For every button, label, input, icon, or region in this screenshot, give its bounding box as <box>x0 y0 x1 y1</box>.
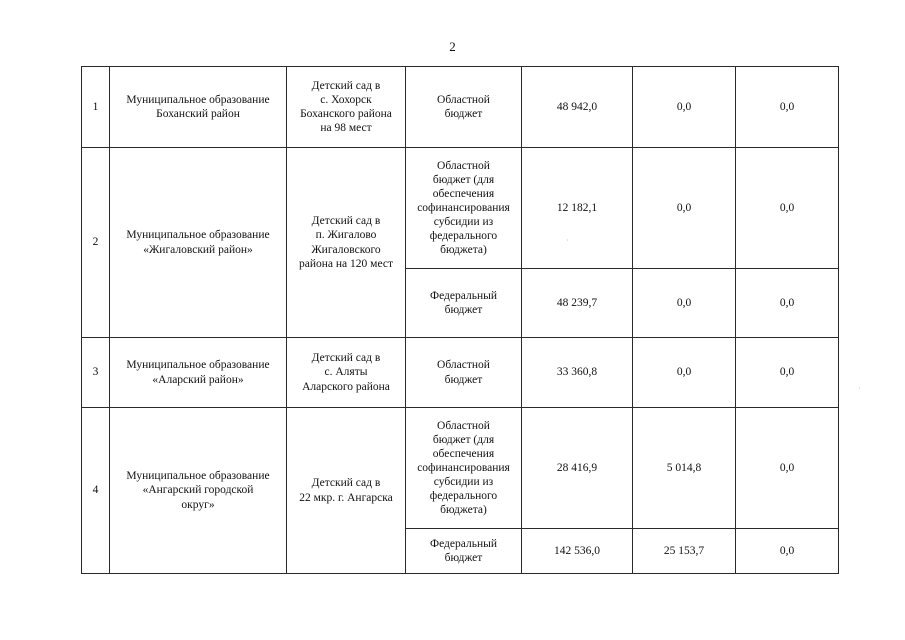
amount-3-cell: 0,0 <box>736 338 839 408</box>
amount-3-cell: 0,0 <box>736 529 839 574</box>
amount-3-cell: 0,0 <box>736 67 839 148</box>
amount-3-cell: 0,0 <box>736 408 839 529</box>
object-cell: Детский сад в с. Хохорск Боханского района на 98 мест <box>287 67 406 148</box>
funding-source-cell: Федеральный бюджет <box>406 529 522 574</box>
row-number: 4 <box>82 408 110 574</box>
page-number: 2 <box>449 39 456 54</box>
amount-2-cell: 25 153,7 <box>633 529 736 574</box>
table-row <box>82 338 839 408</box>
amount-2-cell: 0,0 <box>633 269 736 338</box>
amount-1-cell: 33 360,8 <box>522 338 633 408</box>
table-row <box>82 67 839 148</box>
funding-source-cell: Областной бюджет <box>406 338 522 408</box>
row-number: 2 <box>82 148 110 338</box>
municipality-cell: Муниципальное образование Боханский район <box>110 67 287 148</box>
funding-source-cell: Областной бюджет <box>406 67 522 148</box>
amount-3-cell: 0,0 <box>736 148 839 269</box>
amount-3-cell: 0,0 <box>736 269 839 338</box>
funding-source-cell: Федеральный бюджет <box>406 269 522 338</box>
amount-1-cell: 28 416,9 <box>522 408 633 529</box>
table-row <box>82 148 839 269</box>
amount-2-cell: 0,0 <box>633 67 736 148</box>
funding-source-cell: Областной бюджет (для обеспечения софинансирования субсидии из федерального бюджета) <box>406 148 522 269</box>
table-row <box>82 408 839 529</box>
table-body <box>82 67 839 574</box>
amount-1-cell: 142 536,0 <box>522 529 633 574</box>
object-cell: Детский сад в п. Жигалово Жигаловского района на 120 мест <box>287 148 406 338</box>
amount-1-cell: 48 942,0 <box>522 67 633 148</box>
object-cell: Детский сад в с. Аляты Аларского района <box>287 338 406 408</box>
scan-speck: · <box>566 236 569 245</box>
funding-source-cell: Областной бюджет (для обеспечения софинансирования субсидии из федерального бюджета) <box>406 408 522 529</box>
municipality-cell: Муниципальное образование «Ангарский городской округ» <box>110 408 287 574</box>
scan-speck: · <box>858 384 861 393</box>
municipality-cell: Муниципальное образование «Жигаловский район» <box>110 148 287 338</box>
subsidy-table <box>81 66 839 574</box>
amount-2-cell: 0,0 <box>633 338 736 408</box>
row-number: 3 <box>82 338 110 408</box>
amount-2-cell: 0,0 <box>633 148 736 269</box>
municipality-cell: Муниципальное образование «Аларский район» <box>110 338 287 408</box>
amount-2-cell: 5 014,8 <box>633 408 736 529</box>
object-cell: Детский сад в 22 мкр. г. Ангарска <box>287 408 406 574</box>
amount-1-cell: 12 182,1 <box>522 148 633 269</box>
amount-1-cell: 48 239,7 <box>522 269 633 338</box>
row-number: 1 <box>82 67 110 148</box>
